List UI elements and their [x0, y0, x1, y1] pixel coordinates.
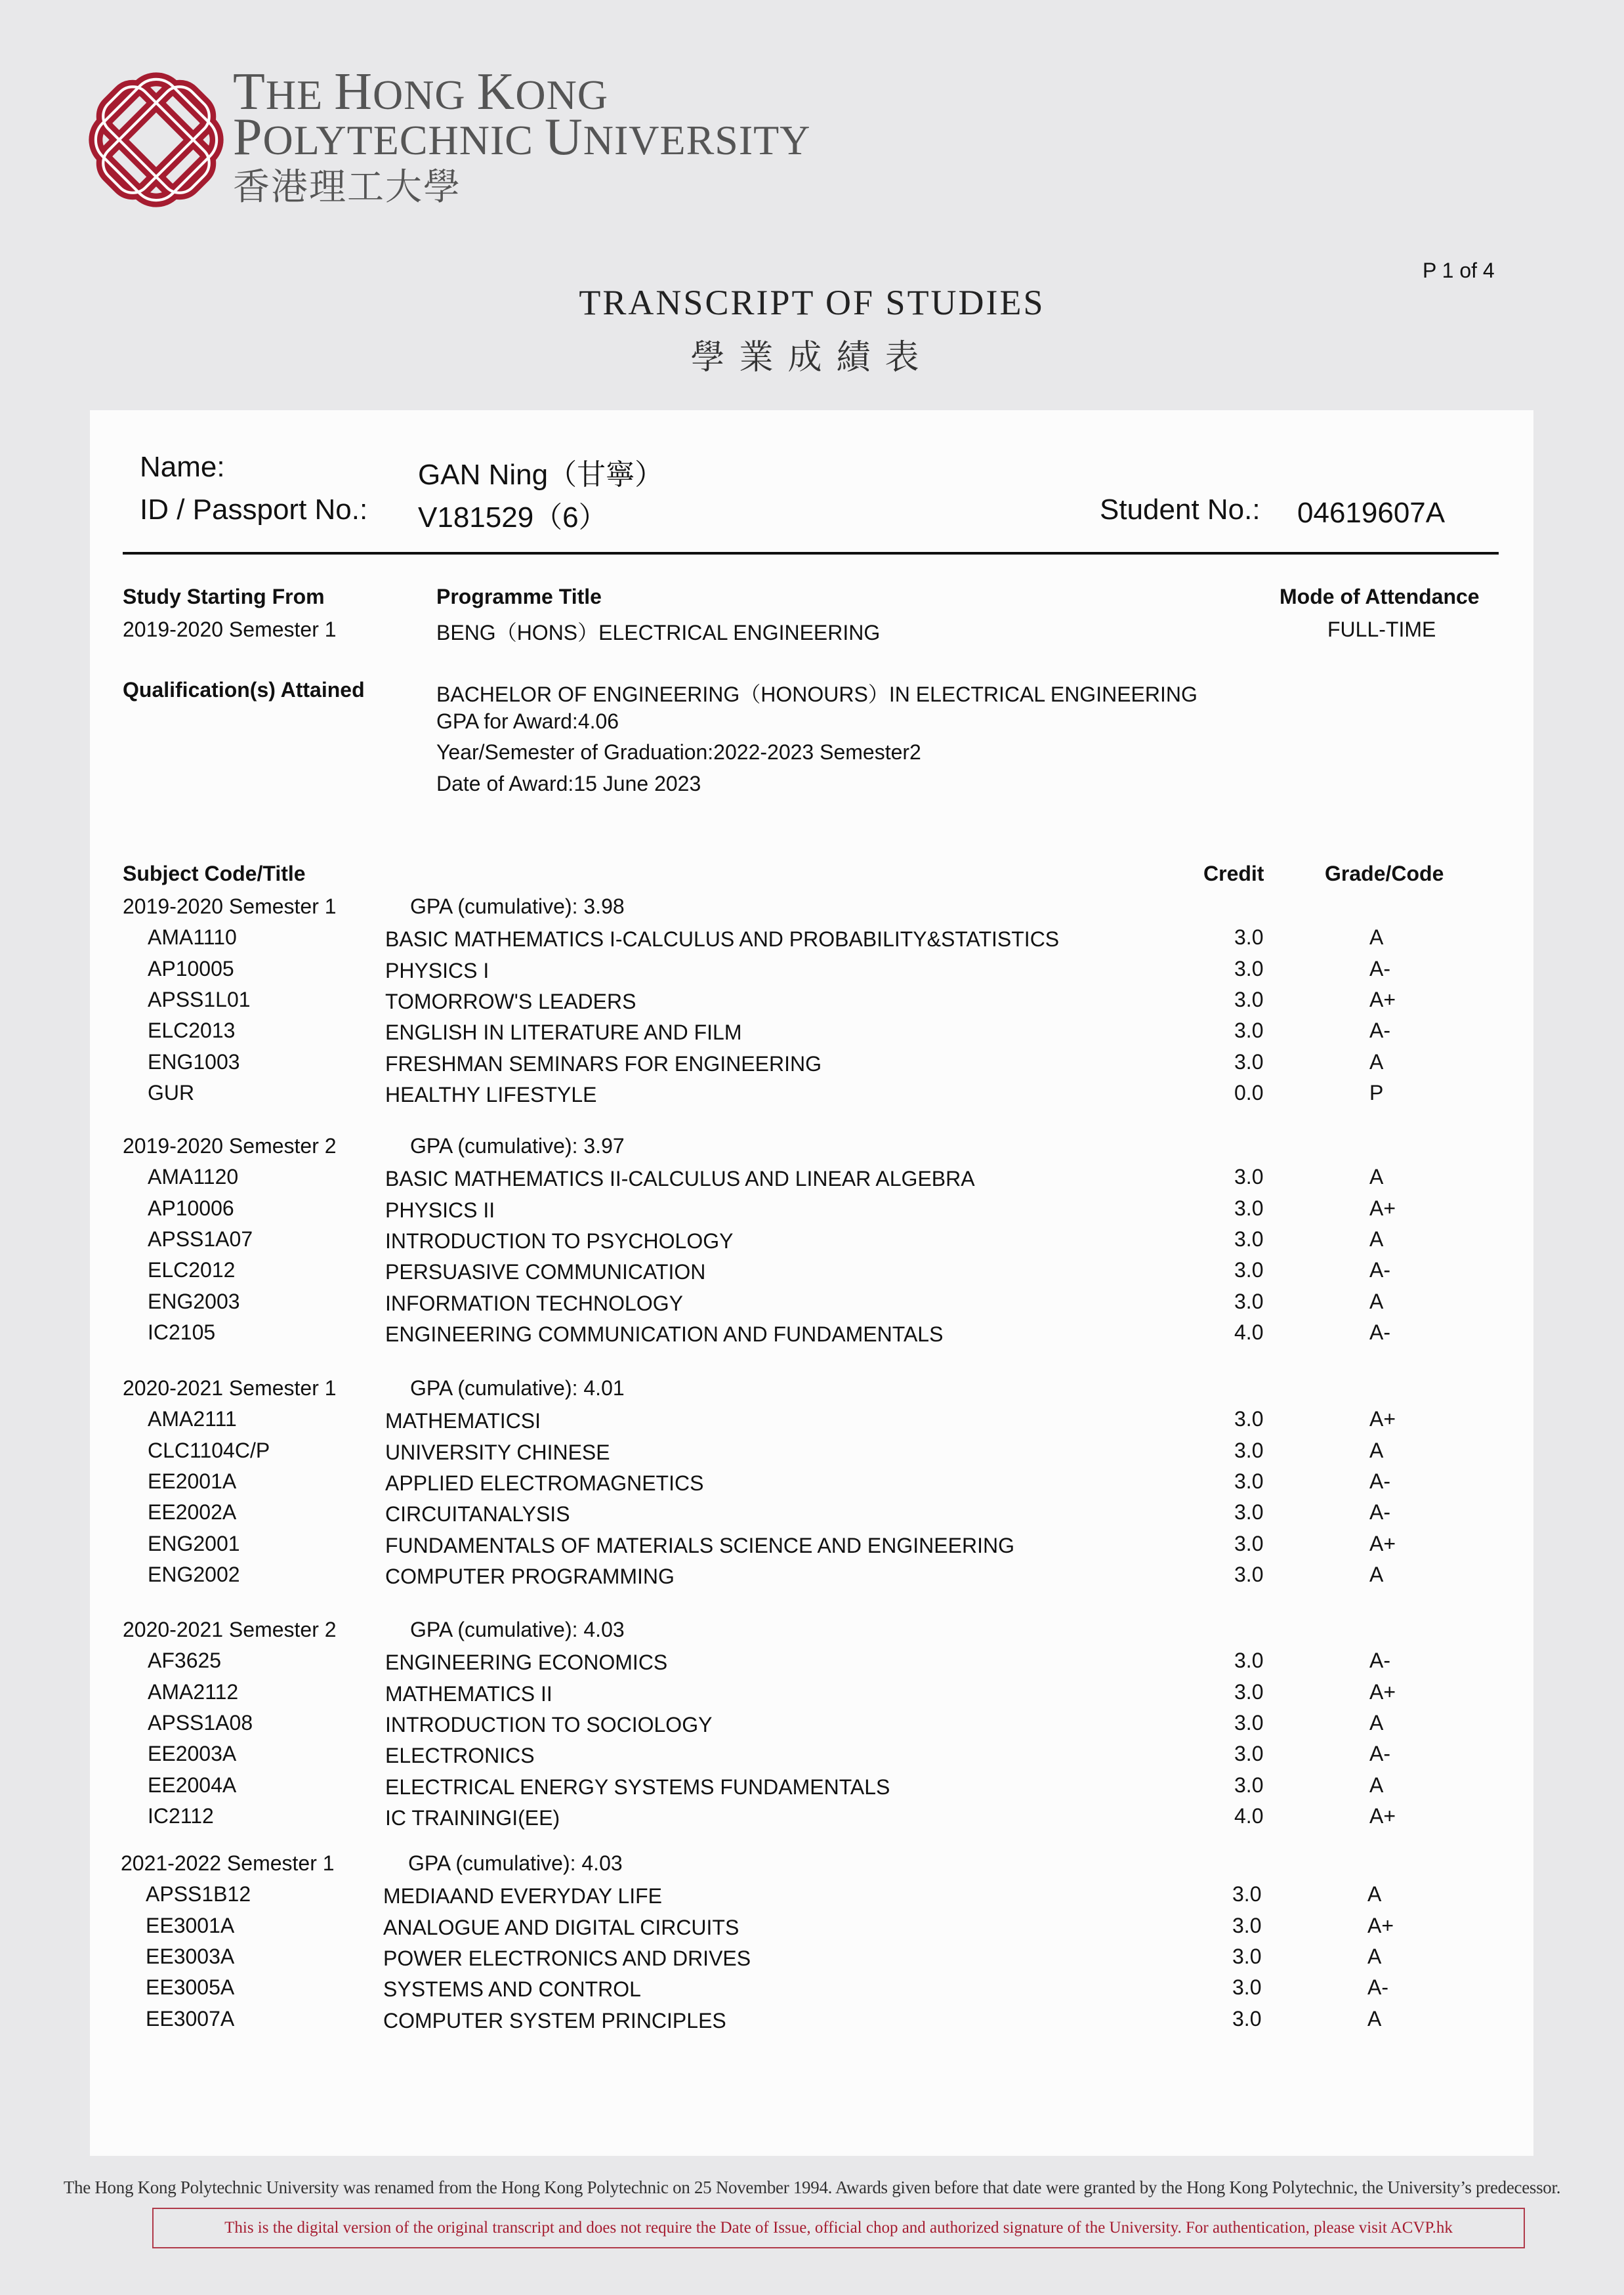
course-credit: 3.0 — [1232, 2007, 1262, 2031]
student-number-label: Student No.: — [1100, 494, 1260, 526]
course-credit: 3.0 — [1234, 957, 1264, 980]
course-code: APSS1A07 — [148, 1227, 253, 1251]
course-title: FRESHMAN SEMINARS FOR ENGINEERING — [385, 1052, 822, 1076]
course-grade: A — [1369, 1439, 1384, 1462]
course-title: INTRODUCTION TO SOCIOLOGY — [385, 1713, 713, 1737]
study-start-value: 2019-2020 Semester 1 — [123, 618, 337, 641]
course-title: ELECTRICAL ENERGY SYSTEMS FUNDAMENTALS — [385, 1775, 890, 1799]
course-code: EE3003A — [146, 1945, 235, 1968]
course-code: EE2001A — [148, 1469, 237, 1493]
course-grade: A- — [1367, 1975, 1388, 1999]
course-credit: 3.0 — [1232, 1882, 1262, 1906]
course-grade: A — [1369, 1290, 1384, 1313]
course-grade: A+ — [1367, 1914, 1394, 1937]
course-code: ELC2012 — [148, 1258, 236, 1282]
semester-gpa: GPA (cumulative): 4.03 — [408, 1851, 623, 1875]
document-title-chinese: 學業成績表 — [690, 339, 934, 377]
header-divider — [123, 552, 1499, 555]
course-code: AMA1110 — [148, 925, 237, 949]
course-title: ANALOGUE AND DIGITAL CIRCUITS — [383, 1916, 739, 1939]
semester-name: 2019-2020 Semester 2 — [123, 1134, 337, 1158]
course-grade: P — [1369, 1081, 1384, 1105]
course-grade: A+ — [1369, 1196, 1396, 1220]
course-title: CIRCUITANALYSIS — [385, 1502, 570, 1526]
document-title — [0, 282, 1624, 379]
qualification-line: Date of Award:15 June 2023 — [436, 772, 701, 795]
id-label: ID / Passport No.: — [140, 494, 368, 526]
student-number-value: 04619607A — [1297, 497, 1446, 529]
course-title: TOMORROW'S LEADERS — [385, 990, 636, 1013]
course-title: HEALTHY LIFESTYLE — [385, 1083, 597, 1106]
name-value: GAN Ning（甘寧） — [418, 459, 664, 491]
course-code: APSS1L01 — [148, 988, 251, 1011]
course-grade: A — [1369, 1773, 1384, 1797]
course-credit: 3.0 — [1234, 988, 1264, 1011]
course-title: ENGLISH IN LITERATURE AND FILM — [385, 1021, 742, 1044]
course-credit: 3.0 — [1234, 1563, 1264, 1586]
course-code: AMA1120 — [148, 1165, 239, 1189]
course-code: AMA2112 — [148, 1680, 239, 1704]
course-grade: A+ — [1369, 1532, 1396, 1555]
programme-title-value: BENG（HONS）ELECTRICAL ENGINEERING — [436, 621, 881, 644]
course-credit: 3.0 — [1232, 1975, 1262, 1999]
mode-of-attendance-value: FULL-TIME — [1327, 618, 1436, 641]
course-title: INTRODUCTION TO PSYCHOLOGY — [385, 1229, 734, 1253]
semester-gpa: GPA (cumulative): 4.03 — [410, 1618, 625, 1641]
course-grade: A — [1369, 1050, 1384, 1074]
course-code: ENG2003 — [148, 1290, 240, 1313]
study-start-label: Study Starting From — [123, 585, 325, 608]
course-grade: A — [1369, 1227, 1384, 1251]
course-code: APSS1B12 — [146, 1882, 251, 1906]
course-title: ELECTRONICS — [385, 1744, 535, 1767]
course-title: SYSTEMS AND CONTROL — [383, 1977, 641, 2001]
course-grade: A — [1369, 1165, 1384, 1189]
semester-gpa: GPA (cumulative): 3.98 — [410, 895, 625, 918]
id-value: V181529（6） — [418, 501, 608, 534]
course-grade: A — [1369, 1711, 1384, 1735]
course-code: ENG1003 — [148, 1050, 240, 1074]
course-credit: 3.0 — [1234, 1532, 1264, 1555]
course-code: APSS1A08 — [148, 1711, 253, 1735]
programme-title-label: Programme Title — [436, 585, 602, 608]
course-code: ELC2013 — [148, 1019, 236, 1042]
course-credit: 3.0 — [1234, 1649, 1264, 1672]
course-code: GUR — [148, 1081, 195, 1105]
course-grade: A- — [1369, 1500, 1390, 1524]
course-title: ENGINEERING ECONOMICS — [385, 1651, 668, 1674]
course-credit: 3.0 — [1234, 1165, 1264, 1189]
course-title: BASIC MATHEMATICS I-CALCULUS AND PROBABILITY&STATISTICS — [385, 927, 1060, 951]
course-credit: 3.0 — [1232, 1914, 1262, 1937]
course-grade: A- — [1369, 1320, 1390, 1344]
university-name — [233, 63, 811, 209]
course-title: COMPUTER PROGRAMMING — [385, 1565, 675, 1588]
course-credit: 3.0 — [1234, 925, 1264, 949]
course-code: AP10006 — [148, 1196, 234, 1220]
page-number: P 1 of 4 — [1423, 259, 1495, 282]
qualification-line: Year/Semester of Graduation:2022-2023 Semester2 — [436, 740, 921, 764]
course-credit: 3.0 — [1234, 1742, 1264, 1765]
university-name-chinese: 香港理工大學 — [233, 167, 461, 208]
transcript-sheet — [90, 410, 1533, 2156]
mode-of-attendance-label: Mode of Attendance — [1280, 585, 1480, 608]
course-code: EE3001A — [146, 1914, 235, 1937]
qualification-line: GPA for Award:4.06 — [436, 709, 619, 733]
course-grade: A+ — [1369, 1407, 1396, 1431]
document-title-english: TRANSCRIPT OF STUDIES — [579, 283, 1045, 322]
course-title: MEDIAAND EVERYDAY LIFE — [383, 1884, 663, 1908]
course-credit: 3.0 — [1234, 1680, 1264, 1704]
course-code: EE2003A — [148, 1742, 237, 1765]
course-title: MATHEMATICSI — [385, 1409, 541, 1433]
course-title: FUNDAMENTALS OF MATERIALS SCIENCE AND ENGINEERING — [385, 1534, 1014, 1557]
course-credit: 3.0 — [1234, 1227, 1264, 1251]
course-code: EE3007A — [146, 2007, 235, 2031]
course-title: MATHEMATICS II — [385, 1682, 552, 1706]
course-grade: A — [1367, 1945, 1382, 1968]
course-code: IC2112 — [148, 1804, 214, 1828]
course-title: PHYSICS I — [385, 959, 489, 982]
course-title: POWER ELECTRONICS AND DRIVES — [383, 1947, 751, 1970]
course-credit: 3.0 — [1234, 1711, 1264, 1735]
course-title: INFORMATION TECHNOLOGY — [385, 1292, 683, 1315]
course-credit: 3.0 — [1234, 1290, 1264, 1313]
course-credit: 3.0 — [1234, 1500, 1264, 1524]
semester-gpa: GPA (cumulative): 3.97 — [410, 1134, 625, 1158]
course-grade: A- — [1369, 1258, 1390, 1282]
course-title: COMPUTER SYSTEM PRINCIPLES — [383, 2009, 726, 2032]
course-grade: A+ — [1369, 1804, 1396, 1828]
course-code: AF3625 — [148, 1649, 222, 1672]
course-code: CLC1104C/P — [148, 1439, 270, 1462]
course-credit: 3.0 — [1234, 1050, 1264, 1074]
course-title: BASIC MATHEMATICS II-CALCULUS AND LINEAR ALGEBRA — [385, 1167, 975, 1190]
course-code: EE2004A — [148, 1773, 237, 1797]
footer-rename-note: The Hong Kong Polytechnic University was renamed from the Hong Kong Polytechnic on 25 November 1994. Awards given before that date were granted by the Hong Kong Polytechnic, the University’s predecessor. — [63, 2178, 1561, 2197]
course-title: IC TRAININGI(EE) — [385, 1806, 560, 1830]
grade-column-header: Grade/Code — [1325, 862, 1444, 885]
course-credit: 0.0 — [1234, 1081, 1264, 1105]
course-title: PERSUASIVE COMMUNICATION — [385, 1260, 706, 1284]
qualification-label: Qualification(s) Attained — [123, 678, 365, 702]
course-credit: 4.0 — [1234, 1320, 1264, 1344]
semester-name: 2020-2021 Semester 1 — [123, 1376, 337, 1400]
semester-name: 2021-2022 Semester 1 — [121, 1851, 335, 1875]
course-code: ENG2001 — [148, 1532, 240, 1555]
course-grade: A — [1367, 1882, 1382, 1906]
semester-name: 2020-2021 Semester 2 — [123, 1618, 337, 1641]
course-title: APPLIED ELECTROMAGNETICS — [385, 1471, 704, 1495]
course-credit: 3.0 — [1234, 1407, 1264, 1431]
course-grade: A- — [1369, 1019, 1390, 1042]
course-code: EE2002A — [148, 1500, 237, 1524]
qualification-line: BACHELOR OF ENGINEERING（HONOURS）IN ELECTRICAL ENGINEERING — [436, 683, 1197, 706]
name-label: Name: — [140, 451, 225, 483]
course-grade: A- — [1369, 1742, 1390, 1765]
course-credit: 3.0 — [1234, 1196, 1264, 1220]
subject-column-header: Subject Code/Title — [123, 862, 306, 885]
course-credit: 3.0 — [1234, 1258, 1264, 1282]
course-code: AMA2111 — [148, 1407, 237, 1431]
course-credit: 3.0 — [1234, 1439, 1264, 1462]
credit-column-header: Credit — [1203, 862, 1264, 885]
course-credit: 4.0 — [1234, 1804, 1264, 1828]
university-name-line2: POLYTECHNIC UNIVERSITY — [233, 108, 811, 166]
course-grade: A — [1367, 2007, 1382, 2031]
course-code: AP10005 — [148, 957, 234, 980]
digital-version-notice: This is the digital version of the original transcript and does not require the Date of Issue, official chop and authorized signature of the University. For authentication, please visit ACVP.hk — [152, 2208, 1525, 2248]
course-code: EE3005A — [146, 1975, 235, 1999]
course-title: PHYSICS II — [385, 1198, 495, 1222]
course-title: ENGINEERING COMMUNICATION AND FUNDAMENTALS — [385, 1322, 944, 1346]
course-grade: A- — [1369, 1649, 1390, 1672]
course-grade: A- — [1369, 1469, 1390, 1493]
semester-gpa: GPA (cumulative): 4.01 — [410, 1376, 625, 1400]
course-title: UNIVERSITY CHINESE — [385, 1441, 610, 1464]
university-name-line1: THE HONG KONG — [233, 63, 609, 121]
course-code: IC2105 — [148, 1320, 216, 1344]
course-grade: A+ — [1369, 1680, 1396, 1704]
course-grade: A — [1369, 925, 1384, 949]
course-code: ENG2002 — [148, 1563, 240, 1586]
course-grade: A+ — [1369, 988, 1396, 1011]
course-credit: 3.0 — [1234, 1469, 1264, 1493]
course-grade: A — [1369, 1563, 1384, 1586]
course-credit: 3.0 — [1234, 1773, 1264, 1797]
university-logo — [87, 71, 225, 209]
course-credit: 3.0 — [1234, 1019, 1264, 1042]
course-credit: 3.0 — [1232, 1945, 1262, 1968]
course-grade: A- — [1369, 957, 1390, 980]
semester-name: 2019-2020 Semester 1 — [123, 895, 337, 918]
